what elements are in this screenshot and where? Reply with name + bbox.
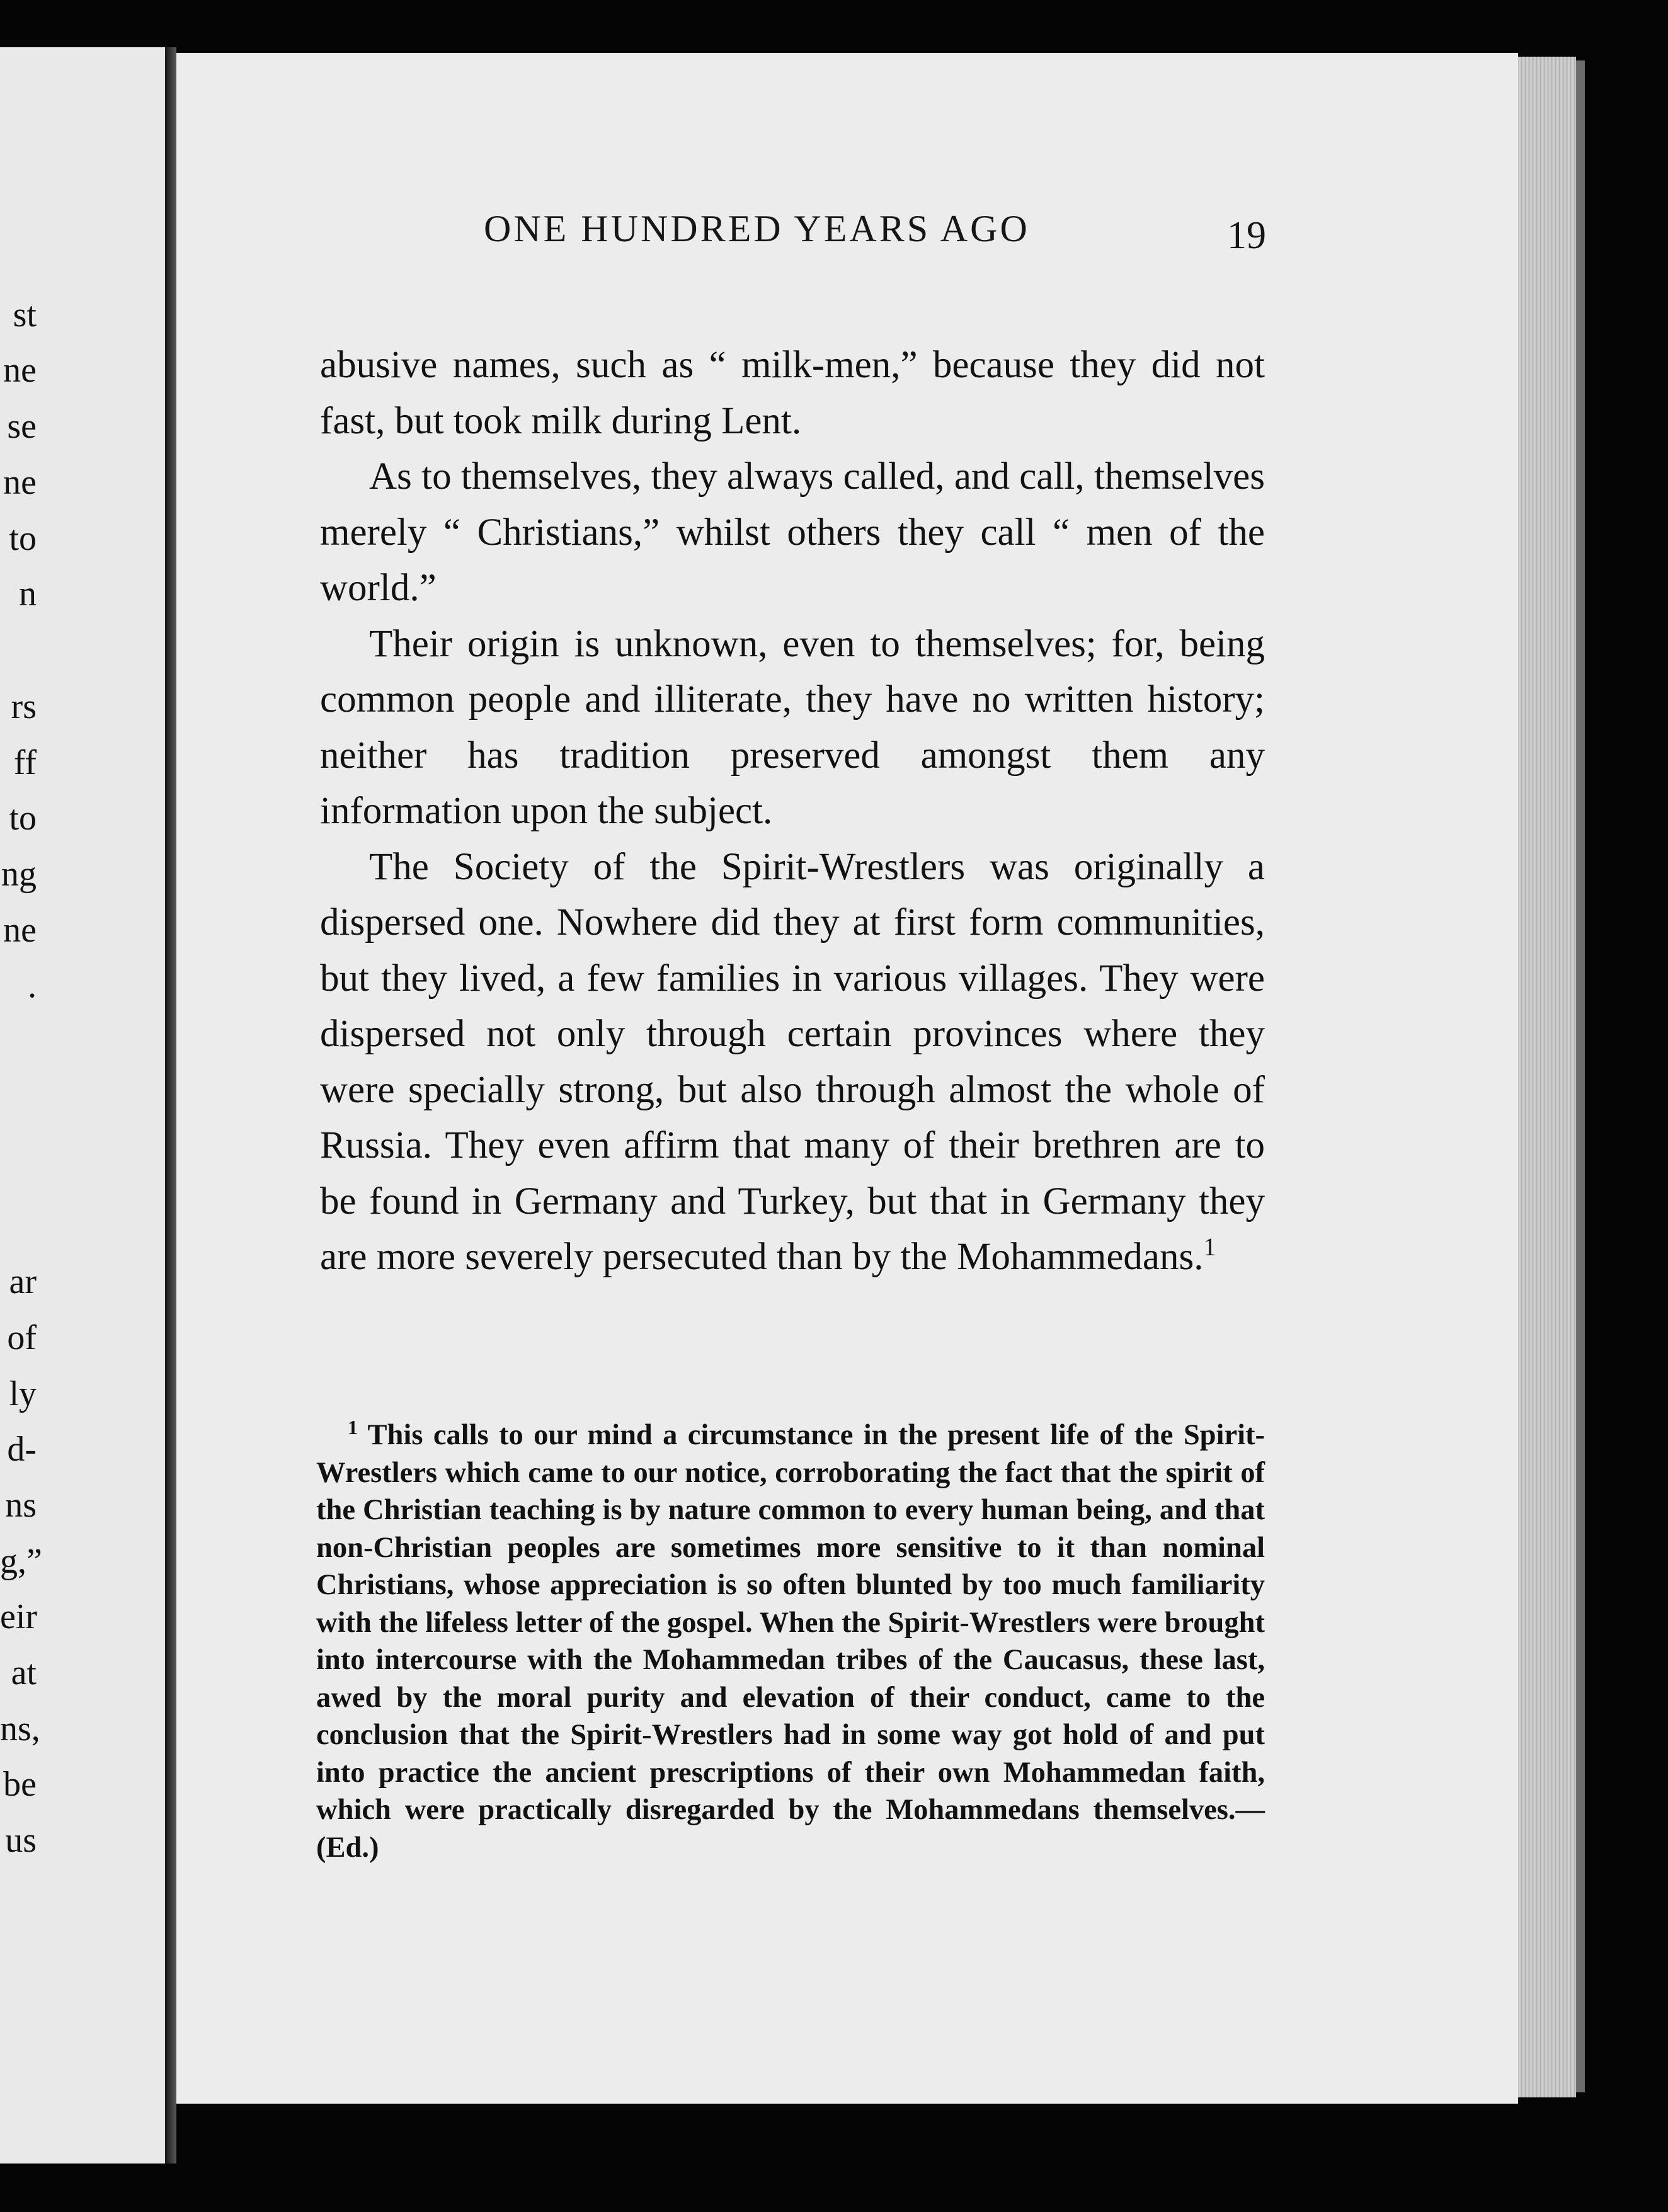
- footnote-reference: 1: [1203, 1233, 1216, 1261]
- fragment-line: st: [13, 295, 37, 334]
- paragraph: As to themselves, they always called, and call, themselves merely “ Christians,” whilst others they call “ men of the world.”: [320, 455, 1265, 609]
- paragraph: Their origin is unknown, even to themselves; for, being common people and illiterate, they have no written history; neither has tradition preserved amongst them any information upon the subject.: [320, 622, 1265, 832]
- fragment-line: ns,: [0, 1709, 40, 1748]
- fragment-line: ns: [5, 1486, 37, 1525]
- fragment-line: ne: [3, 911, 37, 950]
- fragment-line: se: [7, 407, 37, 446]
- fragment-line: n: [19, 574, 37, 613]
- footnote: [316, 1417, 1265, 1866]
- page-header: [176, 207, 1518, 264]
- footnote-number: 1: [348, 1416, 358, 1439]
- page-stack-shadow: [1576, 60, 1585, 2092]
- paragraph: The Society of the Spirit-Wrestlers was originally a dispersed one. Nowhere did they at first form communities, but they lived, a few families in various villages. They were dispersed not only through certain provinces where they were specially strong, but also through almost the whole of Russia. They even affirm that many of their brethren are to be found in Germany and Turkey, but that in Germany they are more severely persecuted than by the Mohammedans.: [320, 845, 1265, 1278]
- book-gutter: [165, 47, 176, 2164]
- body-text: [320, 338, 1265, 1286]
- paragraph: abusive names, such as “ milk-men,” because they did not fast, but took milk during Lent.: [320, 344, 1265, 442]
- previous-page-edge: [0, 47, 171, 2164]
- page-stack-edge: [1518, 57, 1576, 2097]
- fragment-line: g,”: [0, 1542, 42, 1581]
- fragment-line: to: [9, 799, 37, 838]
- fragment-line: ne: [3, 351, 37, 390]
- fragment-line: ly: [9, 1374, 37, 1413]
- fragment-line: be: [3, 1765, 37, 1804]
- paragraph-with-footnote-ref: [320, 840, 1265, 1286]
- page-number: 19: [1227, 214, 1266, 257]
- footnote-text: This calls to our mind a circumstance in the present life of the Spirit-Wrestlers which came to our notice, corroborating the fact that the spirit of the Christian teaching is by nature common to every human being, and that non-Christian peoples are sometimes more sensitive to it than nominal Christians, whose appreciation is so often blunted by too much familiarity with the lifeless letter of the gospel. When the Spirit-Wrestlers were brought into intercourse with the Mohammedan tribes of the Caucasus, these last, awed by the moral purity and elevation of their conduct, came to the conclusion that the Spirit-Wrestlers had in some way got hold of and put into practice the ancient prescriptions of their own Mohammedan faith, which were practically disregarded by the Mohammedans themselves.—(Ed.): [316, 1419, 1265, 1864]
- fragment-line: ff: [13, 743, 37, 782]
- book-page: [176, 53, 1518, 2104]
- fragment-line: ng: [1, 855, 37, 894]
- fragment-line: d-: [7, 1430, 37, 1469]
- fragment-line: to: [9, 519, 37, 558]
- fragment-line: at: [11, 1653, 37, 1692]
- fragment-line: ne: [3, 463, 37, 502]
- fragment-line: rs: [11, 687, 37, 726]
- fragment-line: of: [7, 1318, 37, 1357]
- fragment-line: .: [28, 966, 37, 1005]
- running-head: ONE HUNDRED YEARS AGO: [484, 208, 1030, 249]
- fragment-line: eir: [0, 1597, 38, 1636]
- fragment-line: ar: [9, 1262, 37, 1301]
- fragment-line: us: [5, 1821, 37, 1860]
- previous-page-text-fragments: [0, 47, 42, 2164]
